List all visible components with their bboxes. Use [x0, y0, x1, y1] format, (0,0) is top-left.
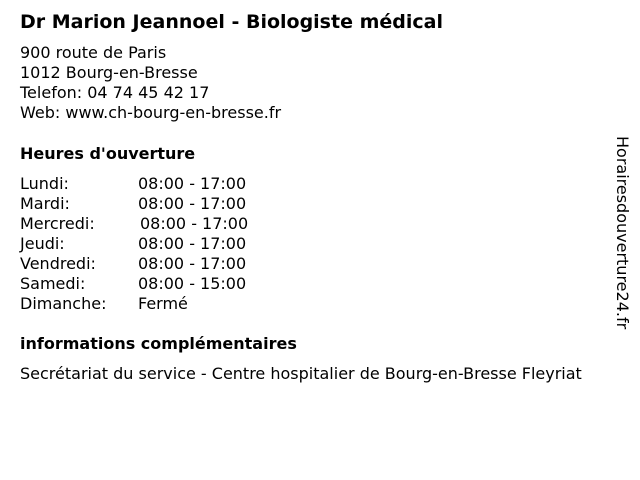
day-label: Lundi: [20, 174, 69, 193]
time-range: 08:00 - 17:00 [138, 174, 247, 193]
day-label: Mardi: [20, 194, 70, 213]
day-label: Vendredi: [20, 254, 96, 273]
info-text: Secrétariat du service - Centre hospitalier de Bourg-en-Bresse Fleyriat [20, 364, 582, 383]
day-label: Mercredi: [20, 214, 95, 233]
time-range: 08:00 - 15:00 [138, 274, 247, 293]
time-range: 08:00 - 17:00 [138, 254, 247, 273]
info-heading: informations complémentaires [20, 334, 297, 353]
time-range: Fermé [138, 294, 188, 313]
day-label: Dimanche: [20, 294, 107, 313]
hours-heading: Heures d'ouverture [20, 144, 196, 163]
day-label: Samedi: [20, 274, 86, 293]
time-range: 08:00 - 17:00 [138, 194, 247, 213]
website-link: Web: www.ch-bourg-en-bresse.fr [20, 103, 282, 122]
page-title: Dr Marion Jeannoel - Biologiste médical [20, 11, 443, 33]
phone-number: Telefon: 04 74 45 42 17 [20, 83, 210, 102]
watermark: Horairesdouverture24.fr [613, 136, 632, 330]
address-street: 900 route de Paris [20, 43, 167, 62]
day-label: Jeudi: [20, 234, 65, 253]
address-city: 1012 Bourg-en-Bresse [20, 63, 198, 82]
time-range: 08:00 - 17:00 [140, 214, 249, 233]
address-block [20, 43, 281, 123]
time-range: 08:00 - 17:00 [138, 234, 247, 253]
